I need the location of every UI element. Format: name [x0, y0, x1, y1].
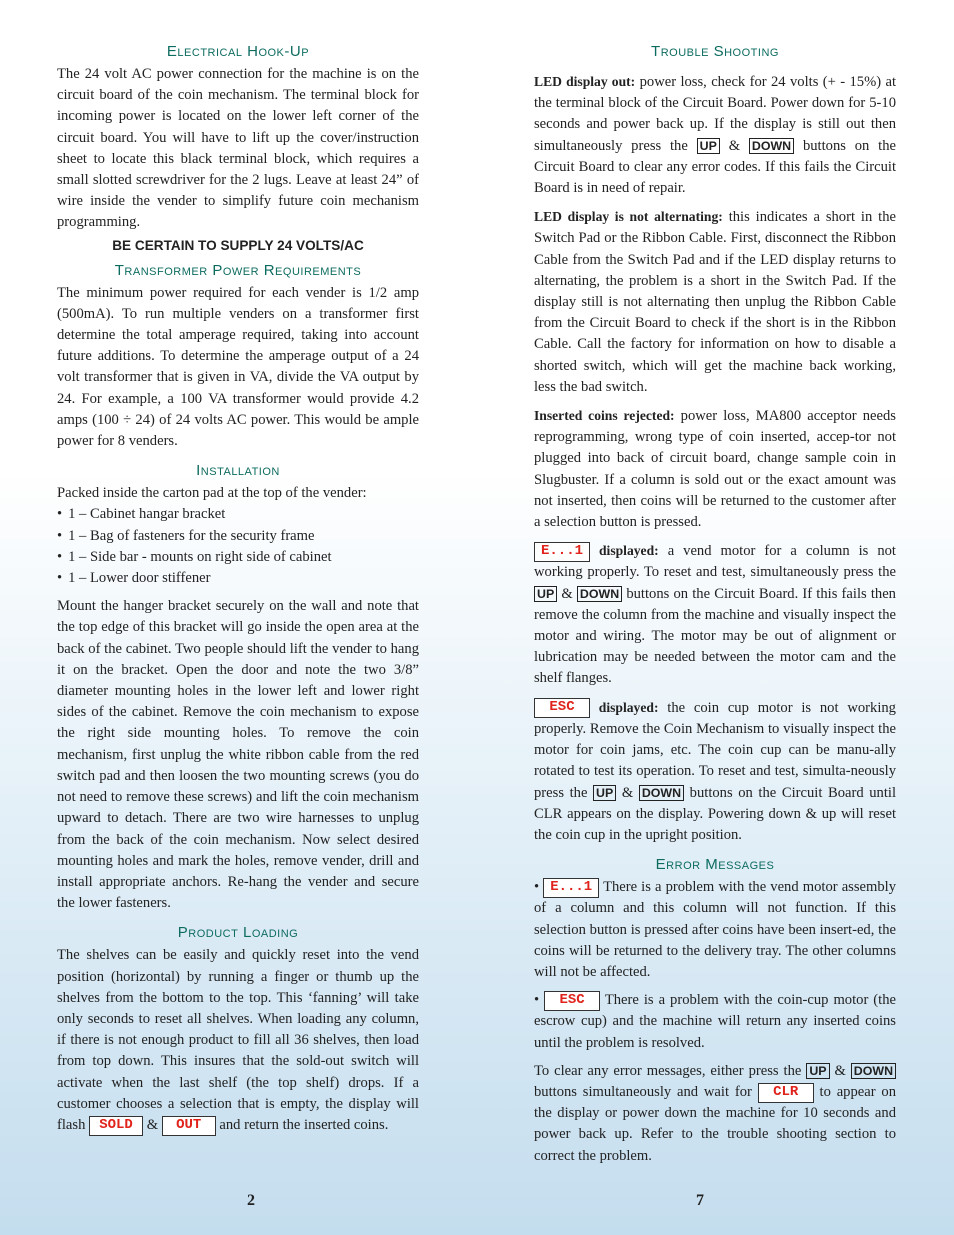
e1-display: E...1 — [534, 542, 590, 562]
electrical-body: The 24 volt AC power connection for the machine is on the circuit board of the coin mechanism. The terminal block for incoming power is located on the lower left corner of the circuit board. You will have to lift up the cover/instruction sheet to locate this black terminal block, which requires a small slotted screwdriver for the 2 lugs. Leave at least 24” of wire inside the vender to simplify future coin mechanism programming. — [57, 66, 419, 231]
right-column — [534, 40, 896, 1167]
errors-heading: Error Messages — [655, 856, 775, 874]
esc-display: ESC — [534, 698, 590, 718]
up-key: UP — [534, 586, 557, 602]
led-out-text-b: buttons on the Circuit Board to clear any error codes. If this fails the Circuit Board is in need of repair. — [534, 137, 896, 197]
ampersand: & — [146, 1116, 159, 1133]
installation-body: Mount the hanger bracket securely on the wall and note that the top edge of this bracket will go inside the open area at the back of the cabinet. Two people should lift the vender to hang it on the bracket. Open the door and note the two 3/8” diameter mounting holes in the lower left and lower right sides of the cabinet. Remove the coin mechanism to expose the right side mounting holes. To remove the coin mechanism, first unplug the white ribbon cable from the red switch pad and then loosen the two mounting screws (you do not need to remove these screws) and lift the coin mechanism upward to detach. There are two wire harnesses to unplug from the back of the coin mechanism. Now select desired mounting holes and mark the holes, remove vender, drill and install appropriate anchors. Re-hang the vender and secure the lower fasteners. — [57, 598, 419, 912]
list-item: • 1 – Bag of fasteners for the security frame — [57, 526, 419, 547]
clear-text-a: To clear any error messages, either press the — [534, 1062, 802, 1079]
error-esc-text: There is a problem with the coin-cup motor (the escrow cup) and the machine will return any inserted coins until the problem is resolved. — [534, 992, 896, 1051]
page-number-right: 7 — [696, 1192, 704, 1209]
installation-intro: Packed inside the carton pad at the top of the vender: — [57, 485, 367, 502]
e1-lead: displayed: — [599, 543, 659, 559]
coins-rejected-text: power loss, MA800 acceptor needs reprogramming, wrong type of coin inserted, accep-tor not plugged into back of circuit board, change sample coin in Slugbuster. If a column is sold out or the exact amount was not inserted, then coins will be returned to the customer after a selection button is pressed. — [534, 408, 896, 531]
error-e1-item — [534, 877, 896, 983]
transformer-body: The minimum power required for each vender is 1/2 amp (500mA). To run multiple venders on a transformer first determine the total amperage required, taking into account future additions. To determine the amperage output of a 24 volt transformer that is given in VA, divide the VA output by 24. For example, a 100 VA transformer would provide 4.2 amps (100 ÷ 24) of 24 volts AC power. This would be ample power for 8 venders. — [57, 284, 419, 450]
down-key: DOWN — [639, 785, 684, 801]
esc-text-b: buttons on the Circuit Board until CLR appears on the display. Powering down & up will reset the coin cup in the upright position. — [534, 784, 897, 843]
ampersand: & — [561, 585, 573, 602]
esc-text-a: the coin cup motor is not working properly. Remove the Coin Mechanism to visually inspect the motor for coin jams, etc. The coin cup can be manu-ally rotated to test its operation. To reset and test, simulta-neously press the — [534, 699, 896, 801]
loading-heading: Product Loading — [177, 924, 299, 942]
out-display: OUT — [162, 1116, 216, 1136]
sold-display: SOLD — [89, 1116, 143, 1136]
bullet: • — [534, 992, 540, 1009]
ampersand: & — [834, 1062, 846, 1079]
coins-rejected-paragraph — [534, 405, 896, 533]
e1-text-b: buttons on the Circuit Board. If this fails then remove the column from the machine and visually inspect the motor and wiring. The motor may be out of alignment or lubrication may be needed between the motor cam and the shelf flanges. — [534, 585, 896, 687]
ampersand: & — [621, 784, 634, 801]
not-alternating-lead: LED display is not alternating: — [534, 209, 723, 225]
electrical-heading: Electrical Hook-Up — [166, 43, 310, 60]
error-esc-item — [534, 990, 896, 1054]
clear-text-c: to appear on the display or power down the machine for 10 seconds and power back up. Refer to the trouble shooting section to correct the problem. — [534, 1083, 896, 1164]
loading-tail: and return the inserted coins. — [219, 1116, 389, 1133]
page-number-left: 2 — [247, 1192, 255, 1209]
loading-text: The shelves can be easily and quickly reset into the vend position (horizontal) by running a finger or thumb up the shelves from the bottom to the top. This ‘fanning’ will take only seconds to reset all shelves. When loading any column, if there is not enough product to fill all 36 shelves, then load from top down. This insures that the sold-out switch will activate when the last shelf (the top shelf) drops. If a customer chooses a selection that is empty, the display will flash — [57, 947, 419, 1133]
e1-text-a: a vend motor for a column is not working properly. To reset and test, simultaneously press the — [534, 543, 896, 581]
down-key: DOWN — [577, 586, 622, 602]
transformer-heading: Transformer Power Requirements — [114, 261, 362, 279]
e1-paragraph — [534, 540, 896, 689]
clear-errors-paragraph — [534, 1061, 896, 1167]
list-item: • 1 – Side bar - mounts on right side of cabinet — [57, 547, 419, 568]
esc-paragraph — [534, 697, 896, 846]
e1-display: E...1 — [543, 878, 599, 898]
down-key: DOWN — [749, 138, 794, 154]
left-column — [57, 40, 419, 1136]
installation-list — [57, 504, 419, 589]
loading-body — [57, 945, 419, 1136]
not-alternating-text: this indicates a short in the Switch Pad or the Ribbon Cable. First, disconnect the Ribbon Cable from the Switch Pad and if the LED display returns to alternating, the problem is a short in the Switch Pad. If the display still is not alternating then unplug the Ribbon Cable from the Circuit Board to check if the short is in the Ribbon Cable. Call the factory for information on how to disable a shorted switch, which will get the machine back working, less the bad switch. — [534, 209, 896, 395]
clr-display: CLR — [758, 1083, 814, 1103]
bullet: • — [534, 879, 540, 896]
up-key: UP — [806, 1063, 829, 1079]
down-key: DOWN — [851, 1063, 896, 1079]
coins-rejected-lead: Inserted coins rejected: — [534, 408, 675, 424]
list-item: • 1 – Cabinet hangar bracket — [57, 504, 419, 525]
clear-text-b: buttons simultaneously and wait for — [534, 1083, 752, 1100]
esc-display: ESC — [544, 991, 600, 1011]
error-e1-text: There is a problem with the vend motor assembly of a column and this column will not function. If this selection button is pressed after coins have been insert-ed, the coins will be returned to the delivery tray. The other columns will not be affected. — [534, 879, 897, 980]
installation-heading: Installation — [196, 462, 280, 480]
up-key: UP — [697, 138, 720, 154]
ampersand: & — [728, 137, 741, 154]
esc-lead: displayed: — [598, 699, 659, 715]
voltage-warning: BE CERTAIN TO SUPPLY 24 VOLTS/AC — [112, 237, 364, 253]
up-key: UP — [593, 785, 616, 801]
led-out-lead: LED display out: — [534, 74, 636, 89]
led-out-text-a: power loss, check for 24 volts (+ - 15%) at the terminal block of the Circuit Board. Power down for 5-10 seconds and power back up. If the display is still out then simultaneously press the — [534, 74, 897, 154]
not-alternating-paragraph — [534, 206, 896, 398]
led-out-paragraph — [534, 71, 896, 199]
list-item: • 1 – Lower door stiffener — [57, 568, 419, 589]
trouble-heading: Trouble Shooting — [651, 43, 779, 60]
